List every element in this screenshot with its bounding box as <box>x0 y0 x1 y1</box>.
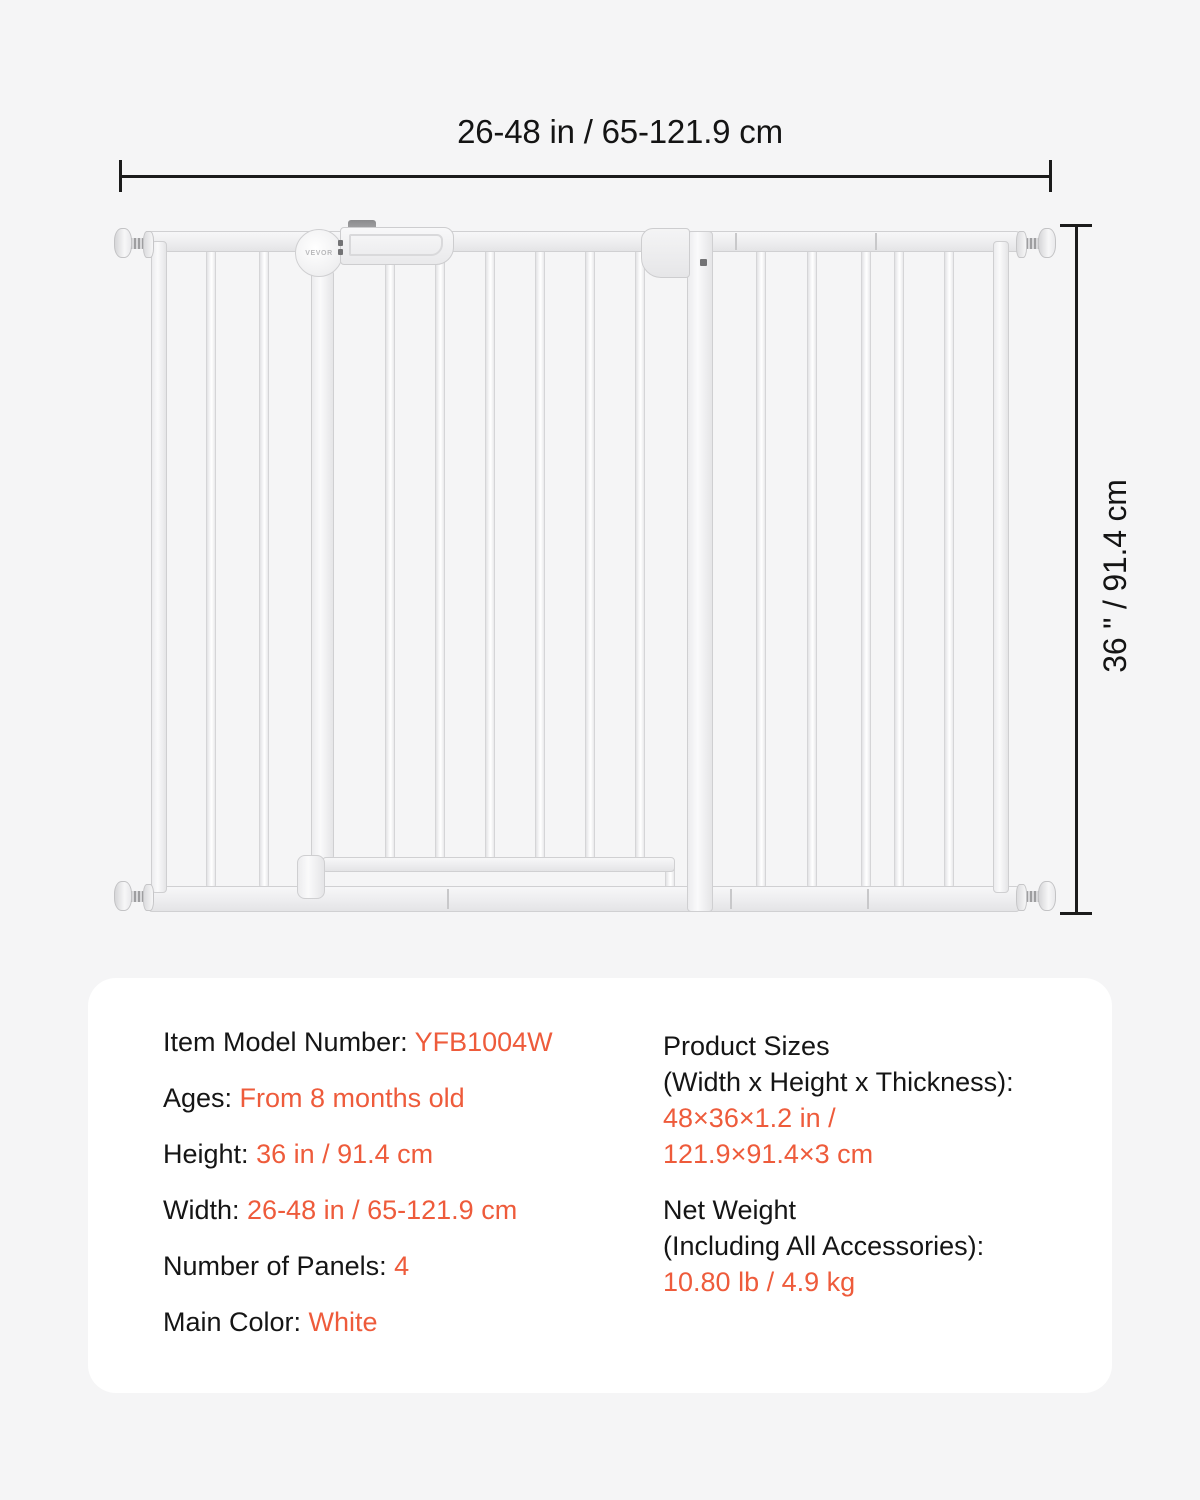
gate-bar <box>807 245 817 890</box>
block-title-line: Net Weight <box>663 1195 797 1225</box>
spec-label: Item Model Number: <box>163 1027 415 1057</box>
gate-door-bar <box>635 245 645 864</box>
latch-screw <box>338 249 343 255</box>
gate-hinge-post <box>687 231 713 912</box>
knob-disc <box>1038 881 1056 911</box>
knob-disc <box>114 881 132 911</box>
gate-bottom-rail <box>148 886 1020 912</box>
spec-label: Height: <box>163 1139 257 1169</box>
width-dimension-tick-right <box>1049 160 1052 192</box>
gate-door-bar <box>485 245 495 864</box>
rail-seam <box>447 889 449 909</box>
gate-right-end-post <box>993 241 1009 893</box>
block-value-line: 121.9×91.4×3 cm <box>663 1139 874 1169</box>
spec-value: 26-48 in / 65-121.9 cm <box>247 1195 518 1225</box>
knob-flange <box>143 884 154 911</box>
spec-row-ages <box>163 1084 553 1113</box>
spec-row-panels <box>163 1252 553 1281</box>
spec-value: From 8 months old <box>239 1083 465 1113</box>
width-dimension-tick-left <box>119 160 122 192</box>
gate-bar <box>756 245 766 890</box>
width-dimension-line <box>120 175 1051 178</box>
rail-seam <box>735 233 737 250</box>
gate-bar <box>861 245 871 890</box>
height-dimension-tick-bottom <box>1060 912 1092 915</box>
height-dimension-label: 36 " / 91.4 cm <box>1097 479 1133 673</box>
gate-latch-disc <box>295 229 343 277</box>
gate-latch-handle <box>340 227 454 265</box>
gate-door-bar <box>585 245 595 864</box>
spec-value: 36 in / 91.4 cm <box>256 1139 434 1169</box>
spec-row-color <box>163 1308 553 1337</box>
hinge-screw <box>700 259 707 266</box>
knob-flange <box>143 231 154 258</box>
gate-door-bar <box>435 245 445 864</box>
knob-disc <box>1038 228 1056 258</box>
gate-door-bar <box>535 245 545 864</box>
rail-seam <box>867 889 869 909</box>
spec-value: White <box>308 1307 378 1337</box>
block-value-line: 10.80 lb / 4.9 kg <box>663 1267 856 1297</box>
spec-value: YFB1004W <box>414 1027 553 1057</box>
block-title-line: Product Sizes <box>663 1031 830 1061</box>
height-dimension-tick-top <box>1060 224 1092 227</box>
spec-row-height <box>163 1140 553 1169</box>
spec-label: Number of Panels: <box>163 1251 395 1281</box>
knob-rod <box>130 891 144 902</box>
spec-value: 4 <box>394 1251 410 1281</box>
knob-disc <box>114 228 132 258</box>
gate-door-bottom-bracket <box>297 855 325 899</box>
gate-bar <box>944 245 954 890</box>
block-value-line: 48×36×1.2 in / <box>663 1103 836 1133</box>
latch-handle-outline <box>349 234 443 256</box>
latch-screw <box>338 240 343 246</box>
gate-door-bottom-bar <box>322 857 675 872</box>
gate-left-end-post <box>151 241 167 893</box>
rail-seam <box>875 233 877 250</box>
rail-seam <box>730 889 732 909</box>
knob-flange <box>1016 884 1027 911</box>
gate-bar <box>259 245 269 890</box>
spec-row-model <box>163 1028 553 1057</box>
height-dimension-line <box>1075 224 1078 915</box>
spec-column-right <box>663 1028 1014 1300</box>
spec-column-left <box>163 1028 553 1364</box>
width-dimension-label: 26-48 in / 65-121.9 cm <box>457 113 783 150</box>
gate-bar <box>894 245 904 890</box>
spec-label: Width: <box>163 1195 248 1225</box>
spec-block-net-weight <box>663 1192 1014 1300</box>
spec-block-product-sizes <box>663 1028 1014 1172</box>
spec-label: Ages: <box>163 1083 240 1113</box>
gate-bar <box>206 245 216 890</box>
knob-rod <box>130 238 144 249</box>
gate-door-latch-post <box>311 270 334 860</box>
spec-panel <box>88 978 1112 1393</box>
gate-top-rail <box>148 231 1020 252</box>
block-title-line: (Including All Accessories): <box>663 1231 985 1261</box>
spec-label: Main Color: <box>163 1307 309 1337</box>
gate-door-bar <box>385 245 395 864</box>
spec-row-width <box>163 1196 553 1225</box>
brand-logo: VEVOR <box>305 249 333 257</box>
hinge-bracket <box>641 228 690 278</box>
knob-flange <box>1016 231 1027 258</box>
block-title-line: (Width x Height x Thickness): <box>663 1067 1014 1097</box>
